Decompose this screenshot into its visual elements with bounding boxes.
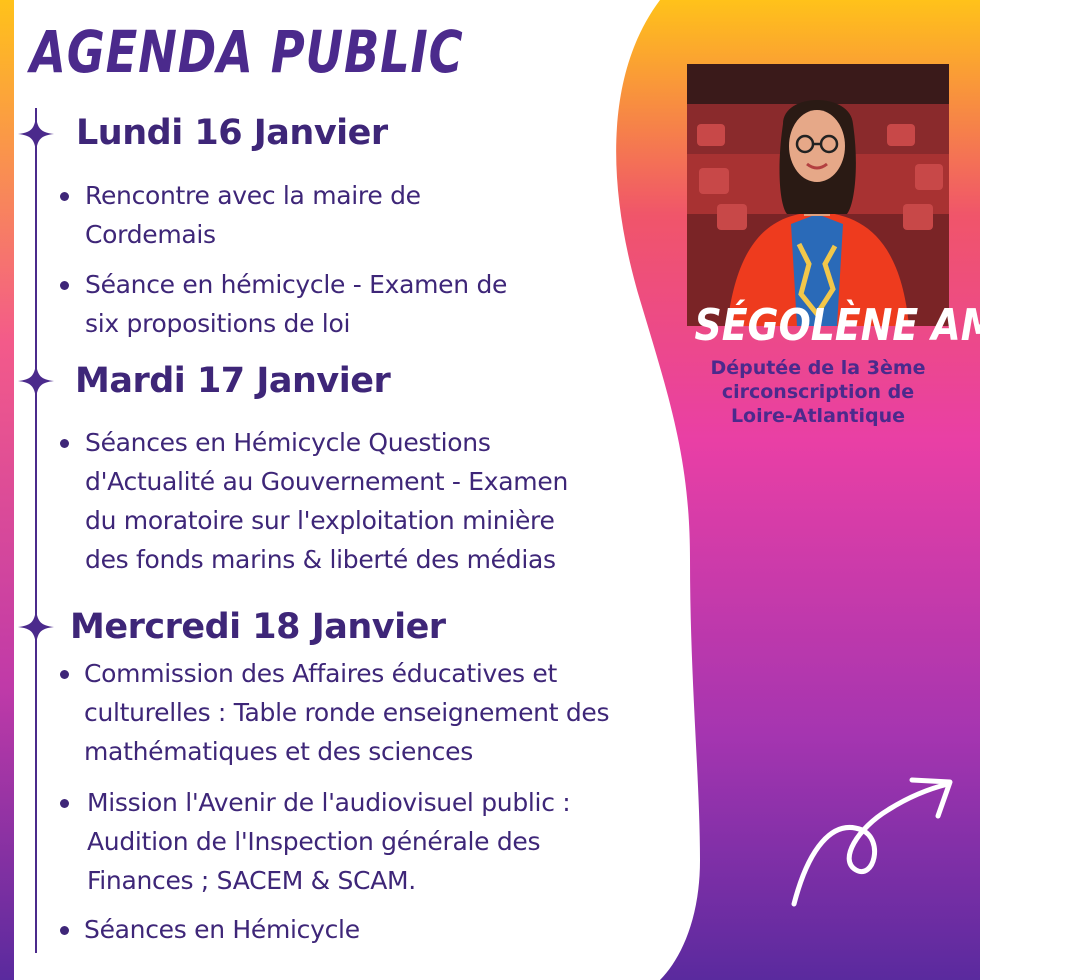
bullet-icon [60, 926, 69, 935]
sparkle-star-icon [18, 609, 54, 645]
page-title: AGENDA PUBLIC [30, 18, 464, 86]
event-text: Séances en Hémicycle [84, 915, 360, 944]
bullet-icon [60, 281, 69, 290]
event-text: Rencontre avec la maire de Cordemais [85, 181, 421, 249]
day-heading-wednesday: Mercredi 18 Janvier [70, 607, 446, 647]
sparkle-star-icon [18, 363, 54, 399]
timeline-line [35, 108, 37, 953]
bullet-icon [60, 192, 69, 201]
bullet-icon [60, 799, 69, 808]
event-text: Commission des Affaires éducatives et culturelles : Table ronde enseignement des mathématiques et des sciences [84, 659, 610, 766]
curly-arrow-icon [780, 770, 960, 920]
profile-name: SÉGOLÈNE AMIOT [694, 300, 1070, 351]
day-heading-tuesday: Mardi 17 Janvier [75, 361, 391, 401]
sparkle-star-icon [18, 116, 54, 152]
bullet-icon [60, 439, 69, 448]
profile-photo [687, 64, 949, 326]
day-heading-monday: Lundi 16 Janvier [76, 113, 388, 153]
profile-role: Députée de la 3ème circonscription de Loire-Atlantique [710, 357, 926, 427]
bullet-icon [60, 670, 69, 679]
event-text: Séance en hémicycle - Examen de six propositions de loi [85, 270, 508, 338]
event-text: Mission l'Avenir de l'audiovisuel public : Audition de l'Inspection générale des Finances ; SACEM & SCAM. [87, 788, 571, 895]
event-text: Séances en Hémicycle Questions d'Actualité au Gouvernement - Examen du moratoire sur l'exploitation minière des fonds marins & liberté des médias [85, 428, 568, 574]
